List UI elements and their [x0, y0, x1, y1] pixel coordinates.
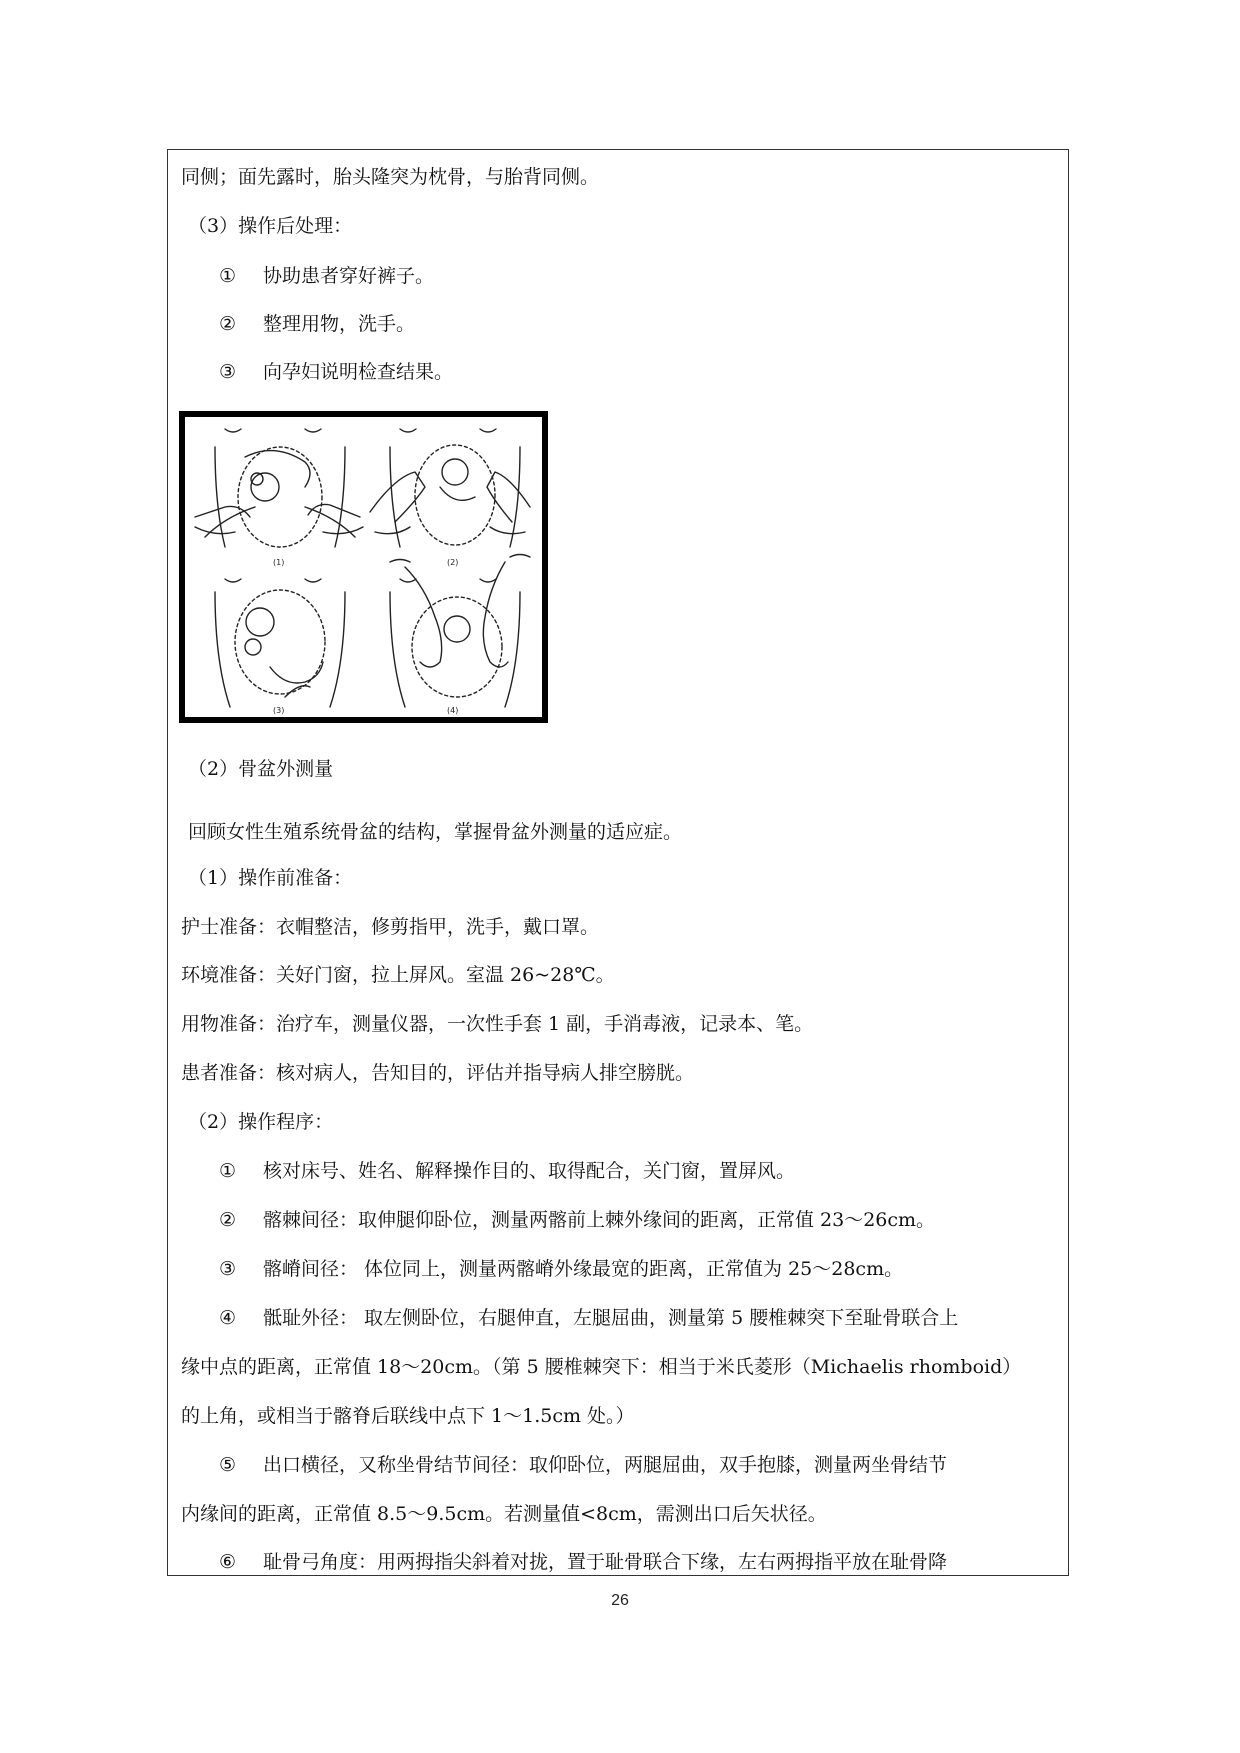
list-number: ①	[219, 1160, 237, 1182]
list-item: 髂嵴间径： 体位同上，测量两髂嵴外缘最宽的距离，正常值为 25～28cm。	[263, 1258, 904, 1280]
panel-1-drawing	[195, 429, 363, 547]
figure-label: (4)	[447, 706, 459, 715]
section-heading: （2）骨盆外测量	[188, 758, 334, 780]
text-line: 缘中点的距离，正常值 18～20cm。（第 5 腰椎棘突下：相当于米氏菱形（Michaelis rhomboid）	[181, 1356, 1022, 1378]
step-heading: （3）操作后处理：	[188, 215, 353, 237]
list-number: ②	[219, 1209, 237, 1231]
palpation-illustration	[179, 411, 548, 723]
text-line: 患者准备：核对病人，告知目的，评估并指导病人排空膀胱。	[181, 1062, 695, 1084]
list-item: 骶耻外径： 取左侧卧位，右腿伸直，左腿屈曲，测量第 5 腰椎棘突下至耻骨联合上	[263, 1307, 959, 1329]
list-number: ④	[219, 1307, 237, 1329]
four-step-palpation-drawing	[185, 417, 542, 717]
list-item: 出口横径，又称坐骨结节间径：取仰卧位，两腿屈曲，双手抱膝，测量两坐骨结节	[263, 1454, 948, 1476]
list-number: ①	[219, 265, 237, 287]
text-line: 同侧；面先露时，胎头隆突为枕骨，与胎背同侧。	[181, 166, 600, 188]
list-item: 协助患者穿好裤子。	[263, 265, 435, 287]
figure-label: (3)	[273, 706, 285, 715]
list-item: 向孕妇说明检查结果。	[263, 361, 454, 383]
step-heading: （2）操作程序：	[188, 1111, 334, 1133]
list-number: ③	[219, 361, 237, 383]
list-item: 整理用物，洗手。	[263, 313, 416, 335]
text-line: 内缘间的距离，正常值 8.5～9.5cm。若测量值<8cm，需测出口后矢状径。	[181, 1503, 827, 1525]
step-heading: （1）操作前准备：	[188, 867, 353, 889]
figure-label: (2)	[447, 558, 459, 567]
panel-4-drawing	[390, 555, 530, 708]
list-item: 耻骨弓角度：用两拇指尖斜着对拢，置于耻骨联合下缘，左右两拇指平放在耻骨降	[263, 1551, 948, 1573]
panel-2-drawing	[370, 429, 530, 547]
text-line: 环境准备：关好门窗，拉上屏风。室温 26~28℃。	[181, 964, 615, 986]
list-number: ⑤	[219, 1454, 237, 1476]
text-line: 的上角，或相当于髂脊后联线中点下 1～1.5cm 处。）	[181, 1405, 635, 1427]
panel-3-drawing	[215, 579, 345, 707]
text-line: 用物准备：治疗车，测量仪器，一次性手套 1 副，手消毒液，记录本、笔。	[181, 1013, 814, 1035]
list-number: ⑥	[219, 1551, 237, 1573]
text-line: 回顾女性生殖系统骨盆的结构，掌握骨盆外测量的适应症。	[188, 821, 683, 843]
list-number: ③	[219, 1258, 237, 1280]
list-item: 核对床号、姓名、解释操作目的、取得配合，关门窗，置屏风。	[263, 1160, 796, 1182]
list-item: 髂棘间径：取伸腿仰卧位，测量两髂前上棘外缘间的距离，正常值 23～26cm。	[263, 1209, 936, 1231]
figure-label: (1)	[273, 558, 285, 567]
text-line: 护士准备：衣帽整洁，修剪指甲，洗手，戴口罩。	[181, 916, 600, 938]
page-number: 26	[611, 1592, 629, 1609]
list-number: ②	[219, 313, 237, 335]
